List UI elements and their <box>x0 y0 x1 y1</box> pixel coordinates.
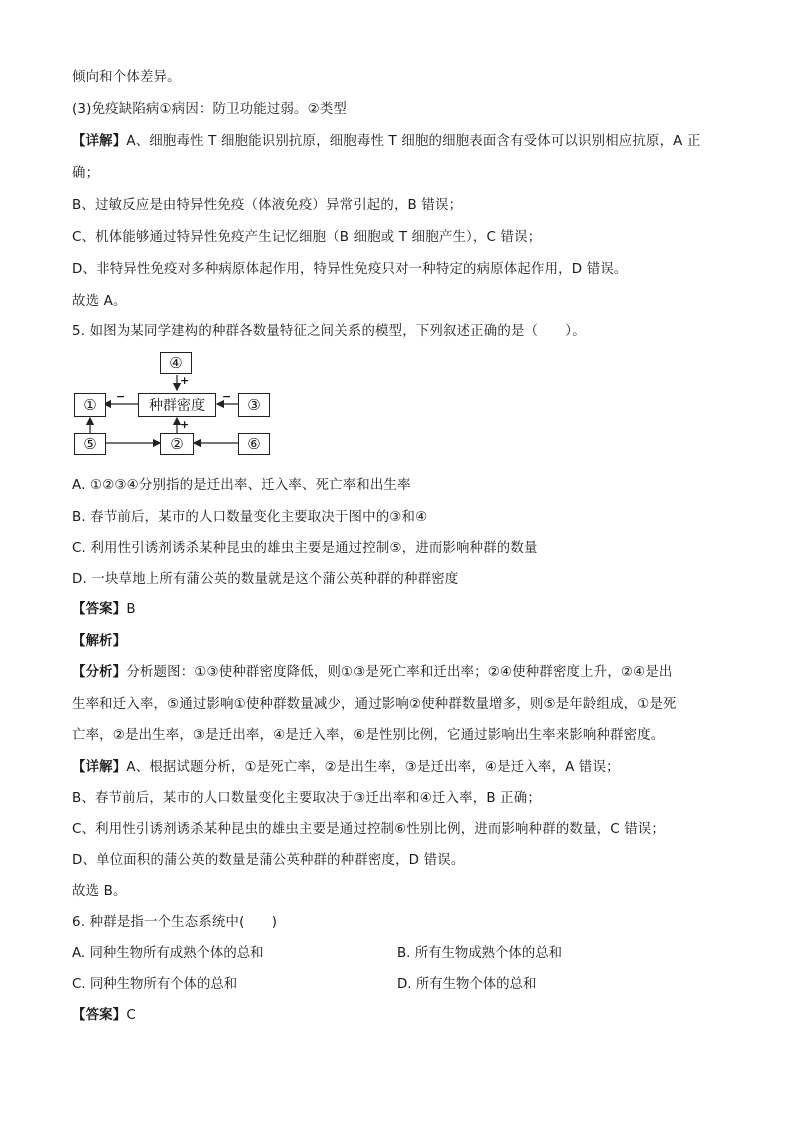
answer-value: B <box>126 602 136 617</box>
text-content: A、根据试题分析，①是死亡率，②是出生率，③是迁出率，④是迁入率，A 错误； <box>126 760 620 775</box>
text-line: (3)免疫缺陷病①病因：防卫功能过弱。②类型 <box>72 102 348 117</box>
text-line: C、机体能够通过特异性免疫产生记忆细胞（B 细胞或 T 细胞产生），C 错误； <box>72 230 542 245</box>
answer-line <box>72 598 136 617</box>
text-line <box>72 756 620 775</box>
q6-option-c: C. 同种生物所有个体的总和 <box>72 977 238 992</box>
q6-option-a: A. 同种生物所有成熟个体的总和 <box>72 946 264 961</box>
option-a: A. ①②③④分别指的是迁出率、迁入率、死亡率和出生率 <box>72 478 411 493</box>
section-tag: 【答案】 <box>72 1008 127 1023</box>
section-tag: 【答案】 <box>72 602 127 617</box>
node-6: ⑥ <box>238 433 270 455</box>
section-tag: 【分析】 <box>72 665 127 680</box>
text-line: 故选 A。 <box>72 294 127 309</box>
section-tag: 【详解】 <box>72 134 127 149</box>
text-line: B、过敏反应是由特异性免疫（体液免疫）异常引起的，B 错误； <box>72 198 463 213</box>
text-content: A、细胞毒性 T 细胞能识别抗原，细胞毒性 T 细胞的细胞表面含有受体可以识别相应抗原，A 正 <box>126 134 701 149</box>
plus-sign: + <box>180 374 190 387</box>
population-model-diagram <box>72 348 272 458</box>
minus-sign: − <box>222 390 232 403</box>
answer-value: C <box>126 1008 136 1023</box>
text-line: D、非特异性免疫对多种病原体起作用，特异性免疫只对一种特定的病原体起作用，D 错误。 <box>72 262 628 277</box>
node-4: ④ <box>160 352 192 374</box>
question-6: 6. 种群是指一个生态系统中( ) <box>72 915 278 930</box>
plus-sign: + <box>180 418 190 431</box>
text-line: 故选 B。 <box>72 884 127 899</box>
text-line <box>72 130 701 149</box>
q6-option-d: D. 所有生物个体的总和 <box>397 977 537 992</box>
section-tag: 【解析】 <box>72 634 127 649</box>
option-b: B. 春节前后，某市的人口数量变化主要取决于图中的③和④ <box>72 510 428 525</box>
text-line: 倾向和个体差异。 <box>72 70 181 85</box>
text-line: 生率和迁入率，⑤通过影响①使种群数量减少，通过影响②使种群数量增多，则⑤是年龄组成，①是死 <box>72 697 677 712</box>
node-3: ③ <box>238 393 270 417</box>
node-population-density: 种群密度 <box>138 393 216 417</box>
node-5: ⑤ <box>74 433 106 455</box>
text-line <box>72 661 673 680</box>
text-line: C、利用性引诱剂诱杀某种昆虫的雄虫主要是通过控制⑥性别比例，进而影响种群的数量，C 错误； <box>72 822 665 837</box>
node-1: ① <box>74 393 106 417</box>
question-5: 5. 如图为某同学建构的种群各数量特征之间关系的模型，下列叙述正确的是（ ）。 <box>72 324 586 339</box>
answer-line <box>72 1004 136 1023</box>
text-line: D、单位面积的蒲公英的数量是蒲公英种群的种群密度，D 错误。 <box>72 853 465 868</box>
text-line: B、春节前后，某市的人口数量变化主要取决于③迁出率和④迁入率，B 正确； <box>72 791 541 806</box>
text-line: 亡率，②是出生率，③是迁出率，④是迁入率，⑥是性别比例，它通过影响出生率来影响种群密度。 <box>72 728 665 743</box>
q6-option-b: B. 所有生物成熟个体的总和 <box>397 946 562 961</box>
section-tag: 【详解】 <box>72 760 127 775</box>
node-2: ② <box>160 433 194 455</box>
text-content: 分析题图：①③使种群密度降低，则①③是死亡率和迁出率；②④使种群密度上升，②④是出 <box>126 665 673 680</box>
minus-sign: − <box>116 390 126 403</box>
option-c: C. 利用性引诱剂诱杀某种昆虫的雄虫主要是通过控制⑤，进而影响种群的数量 <box>72 541 538 556</box>
option-d: D. 一块草地上所有蒲公英的数量就是这个蒲公英种群的种群密度 <box>72 572 459 587</box>
text-line: 确； <box>72 166 100 181</box>
